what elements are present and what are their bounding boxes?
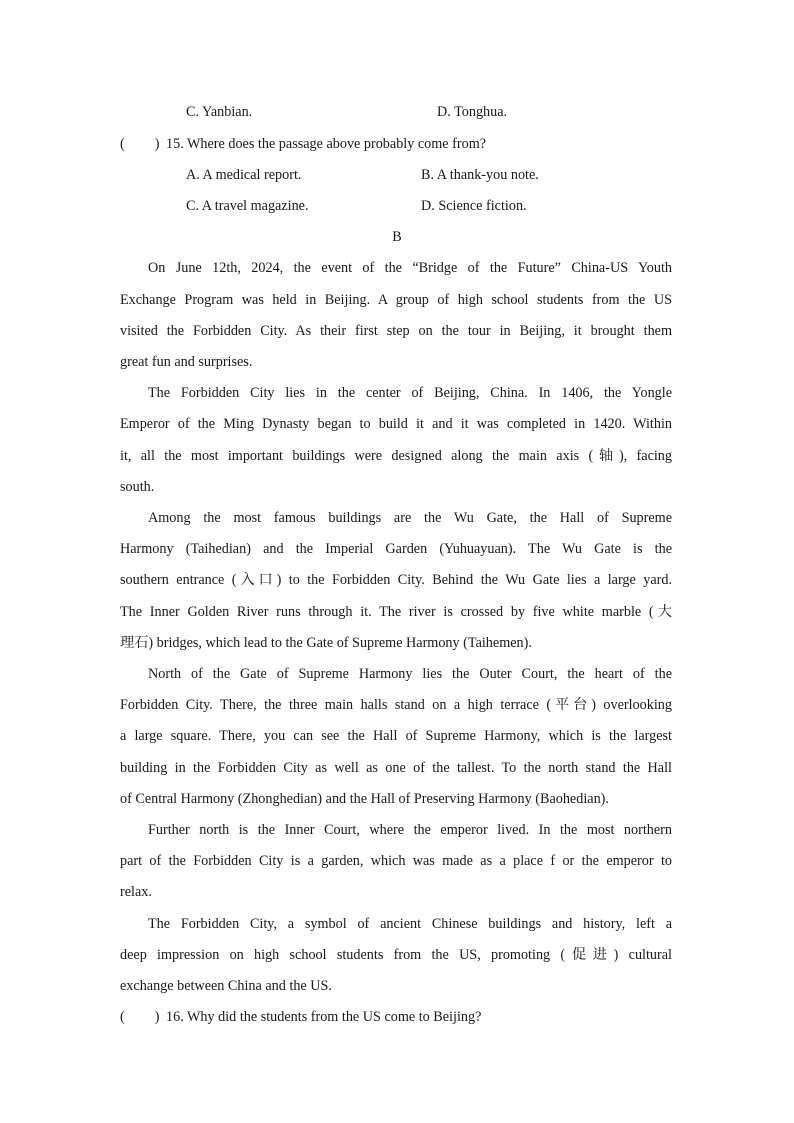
passage-line: Emperor of the Ming Dynasty began to build it and it was completed in 1420. Within [120, 416, 672, 432]
passage-line: Further north is the Inner Court, where the emperor lived. In the most northern [148, 822, 672, 838]
question-15-text: 15. Where does the passage above probably come from? [166, 136, 487, 152]
section-label: B [392, 229, 402, 245]
passage-line: Harmony (Taihedian) and the Imperial Garden (Yuhuayuan). The Wu Gate is the [120, 541, 672, 557]
passage-line: Among the most famous buildings are the Wu Gate, the Hall of Supreme [148, 510, 672, 526]
passage-line: southern entrance (入口) to the Forbidden City. Behind the Wu Gate lies a large yard. [120, 572, 672, 588]
answer-blank[interactable]: ( ) [120, 1009, 160, 1025]
option-a-q15: A. A medical report. [186, 167, 302, 183]
question-16 [120, 1007, 481, 1027]
passage-line: south. [120, 479, 155, 495]
option-c-q14: C. Yanbian. [186, 104, 253, 120]
passage-line: visited the Forbidden City. As their first step on the tour in Beijing, it brought them [120, 323, 672, 339]
option-d-q15: D. Science fiction. [421, 198, 527, 214]
passage-line: The Inner Golden River runs through it. The river is crossed by five white marble (大 [120, 604, 672, 620]
option-d-q14: D. Tonghua. [437, 104, 508, 120]
question-15 [120, 134, 486, 154]
passage-line: North of the Gate of Supreme Harmony lies the Outer Court, the heart of the [148, 666, 672, 682]
option-c-q15: C. A travel magazine. [186, 198, 309, 214]
question-16-text: 16. Why did the students from the US come to Beijing? [166, 1009, 482, 1025]
passage-line: On June 12th, 2024, the event of the “Bridge of the Future” China-US Youth [148, 260, 672, 276]
passage-line: building in the Forbidden City as well as one of the tallest. To the north stand the Hall [120, 760, 672, 776]
passage-line: a large square. There, you can see the Hall of Supreme Harmony, which is the largest [120, 728, 672, 744]
passage-line: of Central Harmony (Zhonghedian) and the Hall of Preserving Harmony (Baohedian). [120, 791, 609, 807]
option-b-q15: B. A thank-you note. [421, 167, 539, 183]
passage-line: it, all the most important buildings were designed along the main axis (轴), facing [120, 448, 672, 464]
passage-line: exchange between China and the US. [120, 978, 332, 994]
passage-line: The Forbidden City, a symbol of ancient Chinese buildings and history, left a [148, 916, 672, 932]
answer-blank[interactable]: ( ) [120, 136, 160, 152]
passage-line: relax. [120, 884, 152, 900]
passage-line: Forbidden City. There, the three main halls stand on a high terrace (平台) overlooking [120, 697, 672, 713]
passage-line: deep impression on high school students from the US, promoting (促进) cultural [120, 947, 672, 963]
passage-line: 理石) bridges, which lead to the Gate of Supreme Harmony (Taihemen). [120, 635, 532, 651]
passage-line: The Forbidden City lies in the center of Beijing, China. In 1406, the Yongle [148, 385, 672, 401]
passage-line: Exchange Program was held in Beijing. A group of high school students from the US [120, 292, 672, 308]
passage-line: part of the Forbidden City is a garden, which was made as a place f or the emperor to [120, 853, 672, 869]
passage-line: great fun and surprises. [120, 354, 253, 370]
